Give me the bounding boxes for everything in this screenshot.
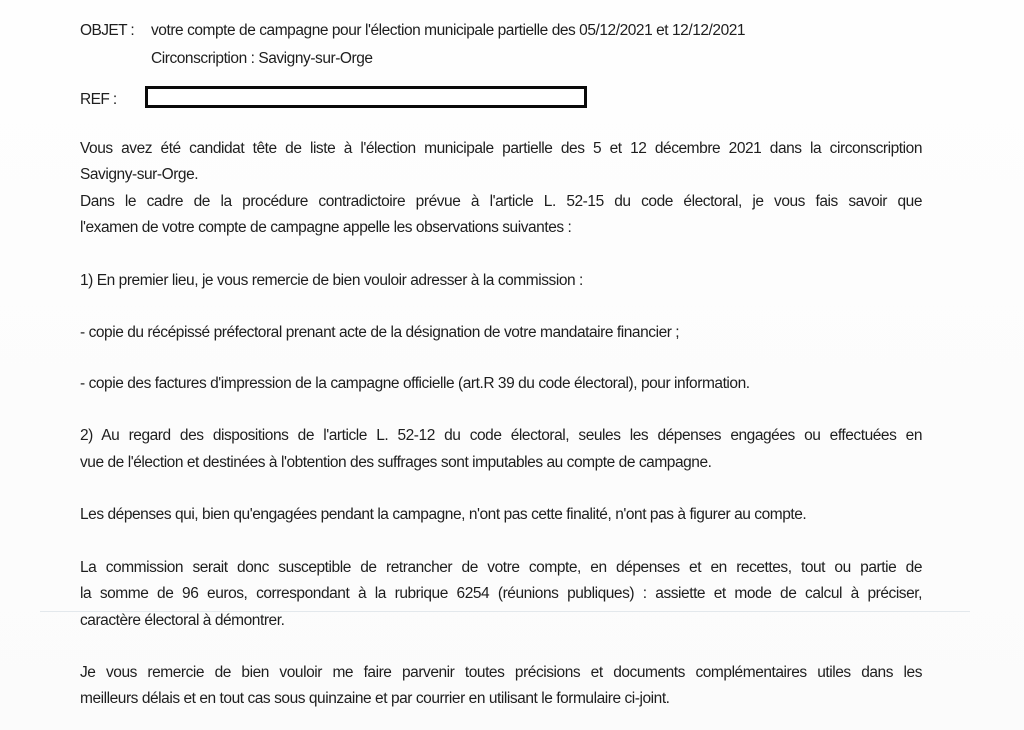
objet-subject: votre compte de campagne pour l'élection municipale partielle des 05/12/2021 et 12/12/2021	[151, 22, 746, 39]
point-1-item-1: - copie du récépissé préfectoral prenant acte de la désignation de votre mandataire financier ;	[80, 324, 680, 341]
commission-line-1: La commission serait donc susceptible de retrancher de votre compte, en dépenses et en recettes, tout ou partie de	[80, 559, 922, 576]
ref-label: REF :	[80, 91, 117, 108]
ref-redaction-box	[145, 86, 587, 108]
point-1-heading: 1) En premier lieu, je vous remercie de bien vouloir adresser à la commission :	[80, 272, 583, 289]
intro-line-1: Vous avez été candidat tête de liste à l'élection municipale partielle des 5 et 12 décembre 2021 dans la circonscription	[80, 140, 922, 157]
commission-line-3: caractère électoral à démontrer.	[80, 612, 285, 629]
depenses-paragraph: Les dépenses qui, bien qu'engagées pendant la campagne, n'ont pas cette finalité, n'ont pas à figurer au compte.	[80, 506, 807, 523]
intro-line-2: Savigny-sur-Orge.	[80, 166, 199, 183]
point-2-line-2: vue de l'élection et destinées à l'obtention des suffrages sont imputables au compte de campagne.	[80, 454, 712, 471]
commission-line-2: la somme de 96 euros, correspondant à la rubrique 6254 (réunions publiques) : assiette et mode de calcul à préciser,	[80, 585, 922, 602]
objet-circonscription: Circonscription : Savigny-sur-Orge	[151, 50, 373, 67]
point-1-item-2: - copie des factures d'impression de la campagne officielle (art.R 39 du code électoral), pour information.	[80, 375, 750, 392]
intro-line-4: l'examen de votre compte de campagne appelle les observations suivantes :	[80, 219, 572, 236]
closing-line-1: Je vous remercie de bien vouloir me faire parvenir toutes précisions et documents complémentaires utiles dans les	[80, 664, 922, 681]
point-2-line-1: 2) Au regard des dispositions de l'article L. 52-12 du code électoral, seules les dépenses engagées ou effectuées en	[80, 427, 922, 444]
objet-label: OBJET :	[80, 22, 135, 39]
closing-line-2: meilleurs délais et en tout cas sous quinzaine et par courrier en utilisant le formulaire ci-joint.	[80, 690, 670, 707]
intro-line-3: Dans le cadre de la procédure contradictoire prévue à l'article L. 52-15 du code électoral, je vous fais savoir que	[80, 193, 922, 210]
